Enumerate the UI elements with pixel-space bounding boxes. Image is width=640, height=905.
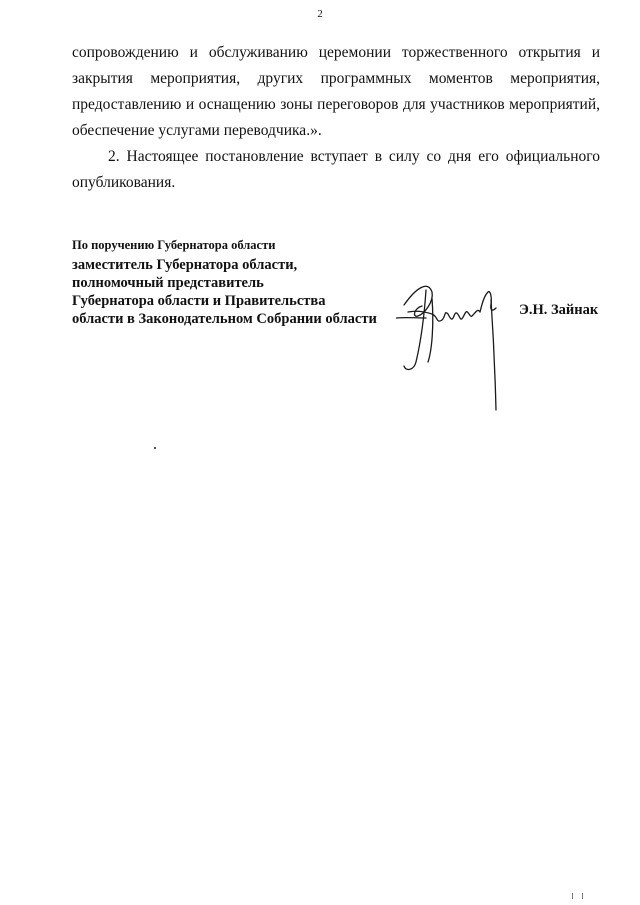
footer-marks xyxy=(572,893,588,899)
position-line: полномочный представитель xyxy=(72,275,264,291)
position-line: Губернатора области и Правительства xyxy=(72,293,326,309)
paragraph-continuation: сопровождению и обслуживанию церемонии торжественного открытия и закрытия мероприятия, других программных моментов мероприятия, предоставлению и оснащению зоны переговоров для участников мероприятий, обеспечение услугами переводчика.». xyxy=(72,44,600,139)
position-line: заместитель Губернатора области, xyxy=(72,257,298,273)
position-line: области в Законодательном Собрании области xyxy=(72,311,377,327)
scan-dot xyxy=(154,447,156,449)
signature-block xyxy=(72,236,377,328)
paragraph-effective-date: 2. Настоящее постановление вступает в силу со дня его официального опубликования. xyxy=(72,148,600,191)
signer-name: Э.Н. Зайнак xyxy=(519,302,599,318)
signature-instruction: По поручению Губернатора области xyxy=(72,238,276,252)
handwritten-signature xyxy=(396,270,506,415)
page-number: 2 xyxy=(317,8,323,20)
document-body xyxy=(72,40,600,196)
